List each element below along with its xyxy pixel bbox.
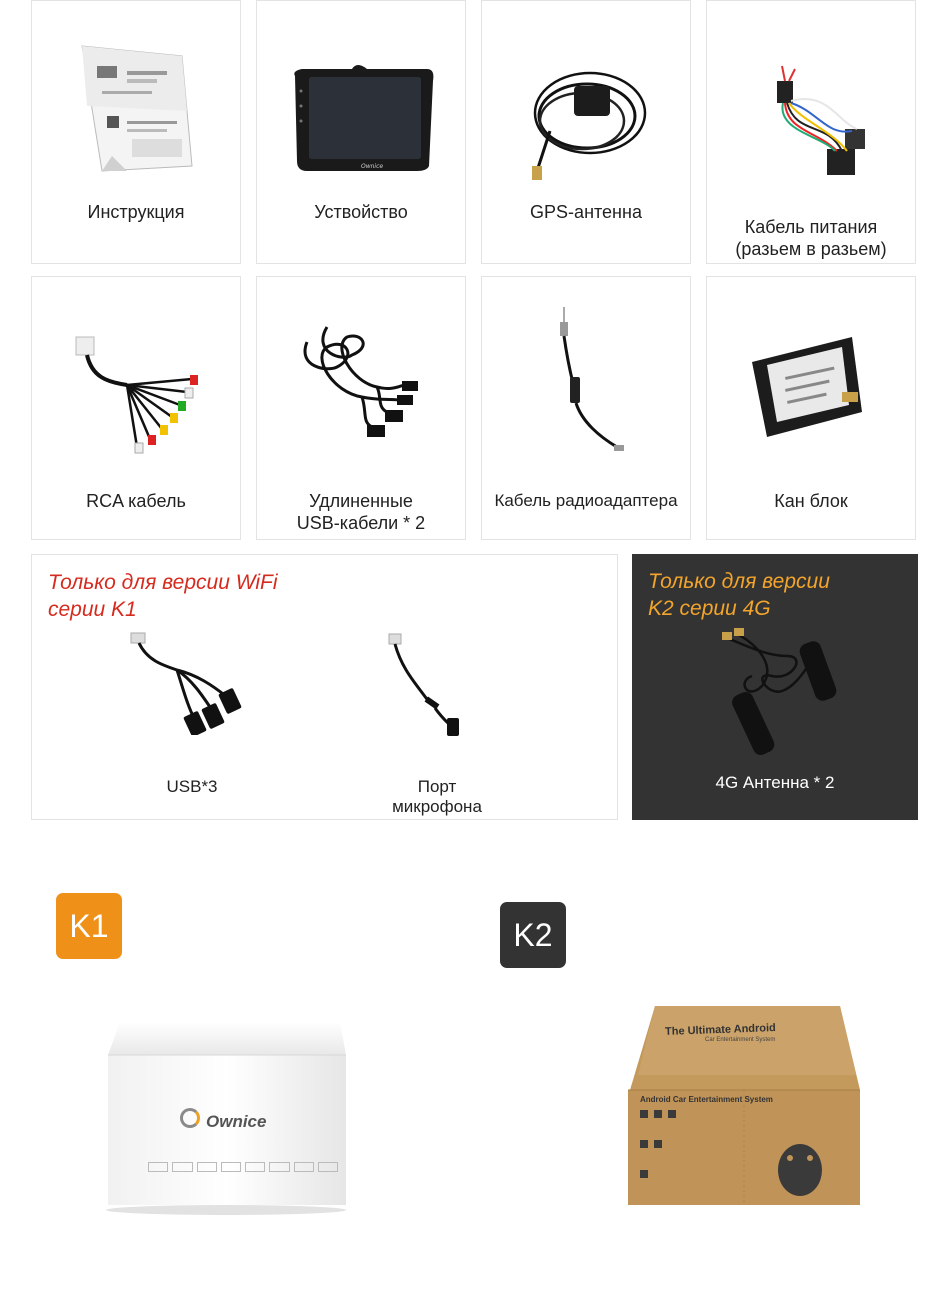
box-k1-feature-icons bbox=[148, 1162, 338, 1172]
box-k1-brand: Ownice bbox=[206, 1112, 267, 1131]
4g-antenna-label: 4G Антенна * 2 bbox=[715, 773, 835, 792]
kraft-retail-box-icon bbox=[620, 1000, 870, 1215]
usb-extension-cables-icon bbox=[257, 297, 465, 467]
can-bus-box-icon bbox=[707, 297, 915, 467]
wifi-version-heading: Только для версии WiFi серии K1 bbox=[48, 571, 278, 621]
rca-cable-icon bbox=[32, 297, 240, 467]
accessory-card-instruction bbox=[31, 0, 241, 264]
box-k2-title: The Ultimate Android bbox=[664, 1022, 777, 1038]
card-label: RCA кабель bbox=[86, 491, 186, 511]
white-retail-box-icon bbox=[100, 1010, 360, 1220]
accessory-card-power-cable bbox=[706, 0, 916, 264]
ownice-logo-icon bbox=[180, 1108, 200, 1128]
card-label: Кабель питания (разьем в разьем) bbox=[735, 217, 887, 259]
card-label: GPS-антенна bbox=[530, 202, 642, 222]
instruction-manual-icon bbox=[32, 21, 240, 191]
radio-adapter-cable-icon bbox=[482, 297, 690, 467]
accessory-card-can-box bbox=[706, 276, 916, 540]
power-cable-icon bbox=[707, 21, 915, 191]
usb-hub-label: USB*3 bbox=[166, 777, 218, 796]
usb-hub-cable-icon bbox=[117, 625, 267, 735]
4g-version-heading: Только для версии K2 серии 4G bbox=[648, 570, 830, 620]
box-k2-subtitle: Car Entertainment System bbox=[705, 1037, 776, 1043]
wifi-version-panel bbox=[31, 554, 618, 820]
accessory-card-rca bbox=[31, 276, 241, 540]
4g-version-panel bbox=[632, 554, 918, 820]
box-k2-front-text: Android Car Entertainment System bbox=[640, 1095, 773, 1104]
card-label: Удлиненные USB-кабели * 2 bbox=[296, 491, 426, 533]
accessory-card-radio-adapter bbox=[481, 276, 691, 540]
microphone-port-label: Порт микрофона bbox=[392, 777, 482, 816]
svg-text:Ownice: Ownice bbox=[361, 163, 384, 170]
card-label: Кабель радиоадаптера bbox=[494, 491, 678, 510]
4g-antenna-icon bbox=[712, 626, 852, 766]
accessory-card-gps bbox=[481, 0, 691, 264]
microphone-port-icon bbox=[377, 630, 477, 740]
k2-badge: K2 bbox=[500, 902, 566, 968]
car-stereo-device-icon bbox=[257, 21, 465, 191]
card-label: Кан блок bbox=[774, 491, 848, 511]
card-label: Уствойство bbox=[314, 202, 408, 222]
k1-badge: K1 bbox=[56, 893, 122, 959]
card-label: Инструкция bbox=[87, 202, 185, 222]
gps-antenna-icon bbox=[482, 21, 690, 191]
accessory-card-device bbox=[256, 0, 466, 264]
accessory-card-usb bbox=[256, 276, 466, 540]
